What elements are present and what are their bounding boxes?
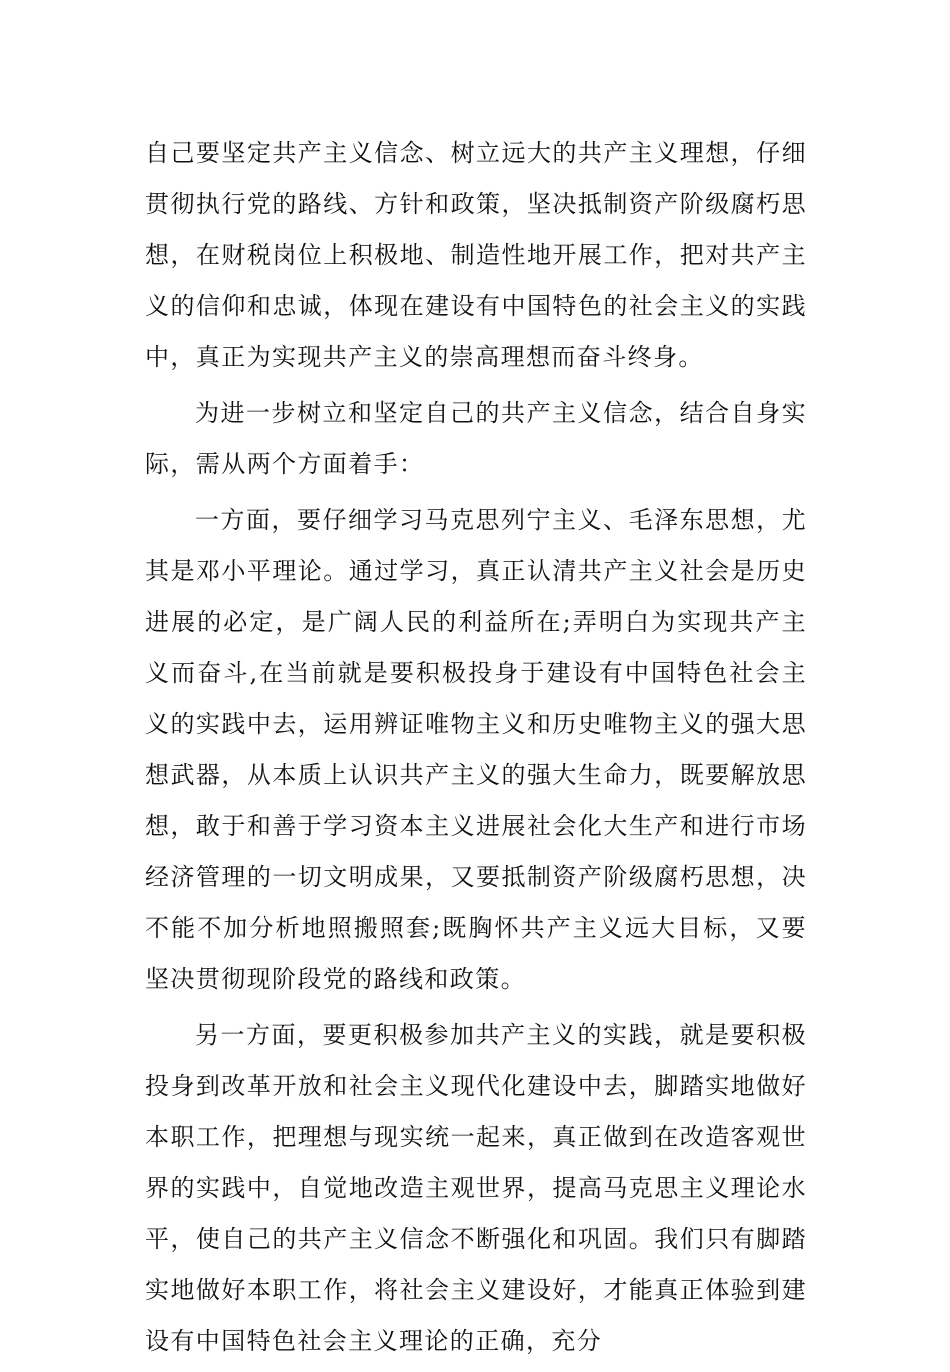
- paragraph-4: 另一方面，要更积极参加共产主义的实践，就是要积极投身到改革开放和社会主义现代化建设中去，脚踏实地做好本职工作，把理想与现实统一起来，真正做到在改造客观世界的实践中，自觉地改造主观世界，提高马克思主义理论水平，使自己的共产主义信念不断强化和巩固。我们只有脚踏实地做好本职工作，将社会主义建设好，才能真正体验到建设有中国特色社会主义理论的正确，充分: [145, 1021, 807, 1355]
- document-body: [145, 128, 807, 1372]
- paragraph-1: 自己要坚定共产主义信念、树立远大的共产主义理想，仔细贯彻执行党的路线、方针和政策，坚决抵制资产阶级腐朽思想，在财税岗位上积极地、制造性地开展工作，把对共产主义的信仰和忠诚，体现在建设有中国特色的社会主义的实践中，真正为实现共产主义的崇高理想而奋斗终身。: [145, 139, 807, 371]
- paragraph-3: 一方面，要仔细学习马克思列宁主义、毛泽东思想，尤其是邓小平理论。通过学习，真正认清共产主义社会是历史进展的必定，是广阔人民的利益所在;弄明白为实现共产主义而奋斗,在当前就是要积极投身于建设有中国特色社会主义的实践中去，运用辨证唯物主义和历史唯物主义的强大思想武器，从本质上认识共产主义的强大生命力，既要解放思想，敢于和善于学习资本主义进展社会化大生产和进行市场经济管理的一切文明成果，又要抵制资产阶级腐朽思想，决不能不加分析地照搬照套;既胸怀共产主义远大目标，又要坚决贯彻现阶段党的路线和政策。: [145, 506, 807, 993]
- paragraph-2: 为进一步树立和坚定自己的共产主义信念，结合自身实际，需从两个方面着手：: [145, 399, 807, 478]
